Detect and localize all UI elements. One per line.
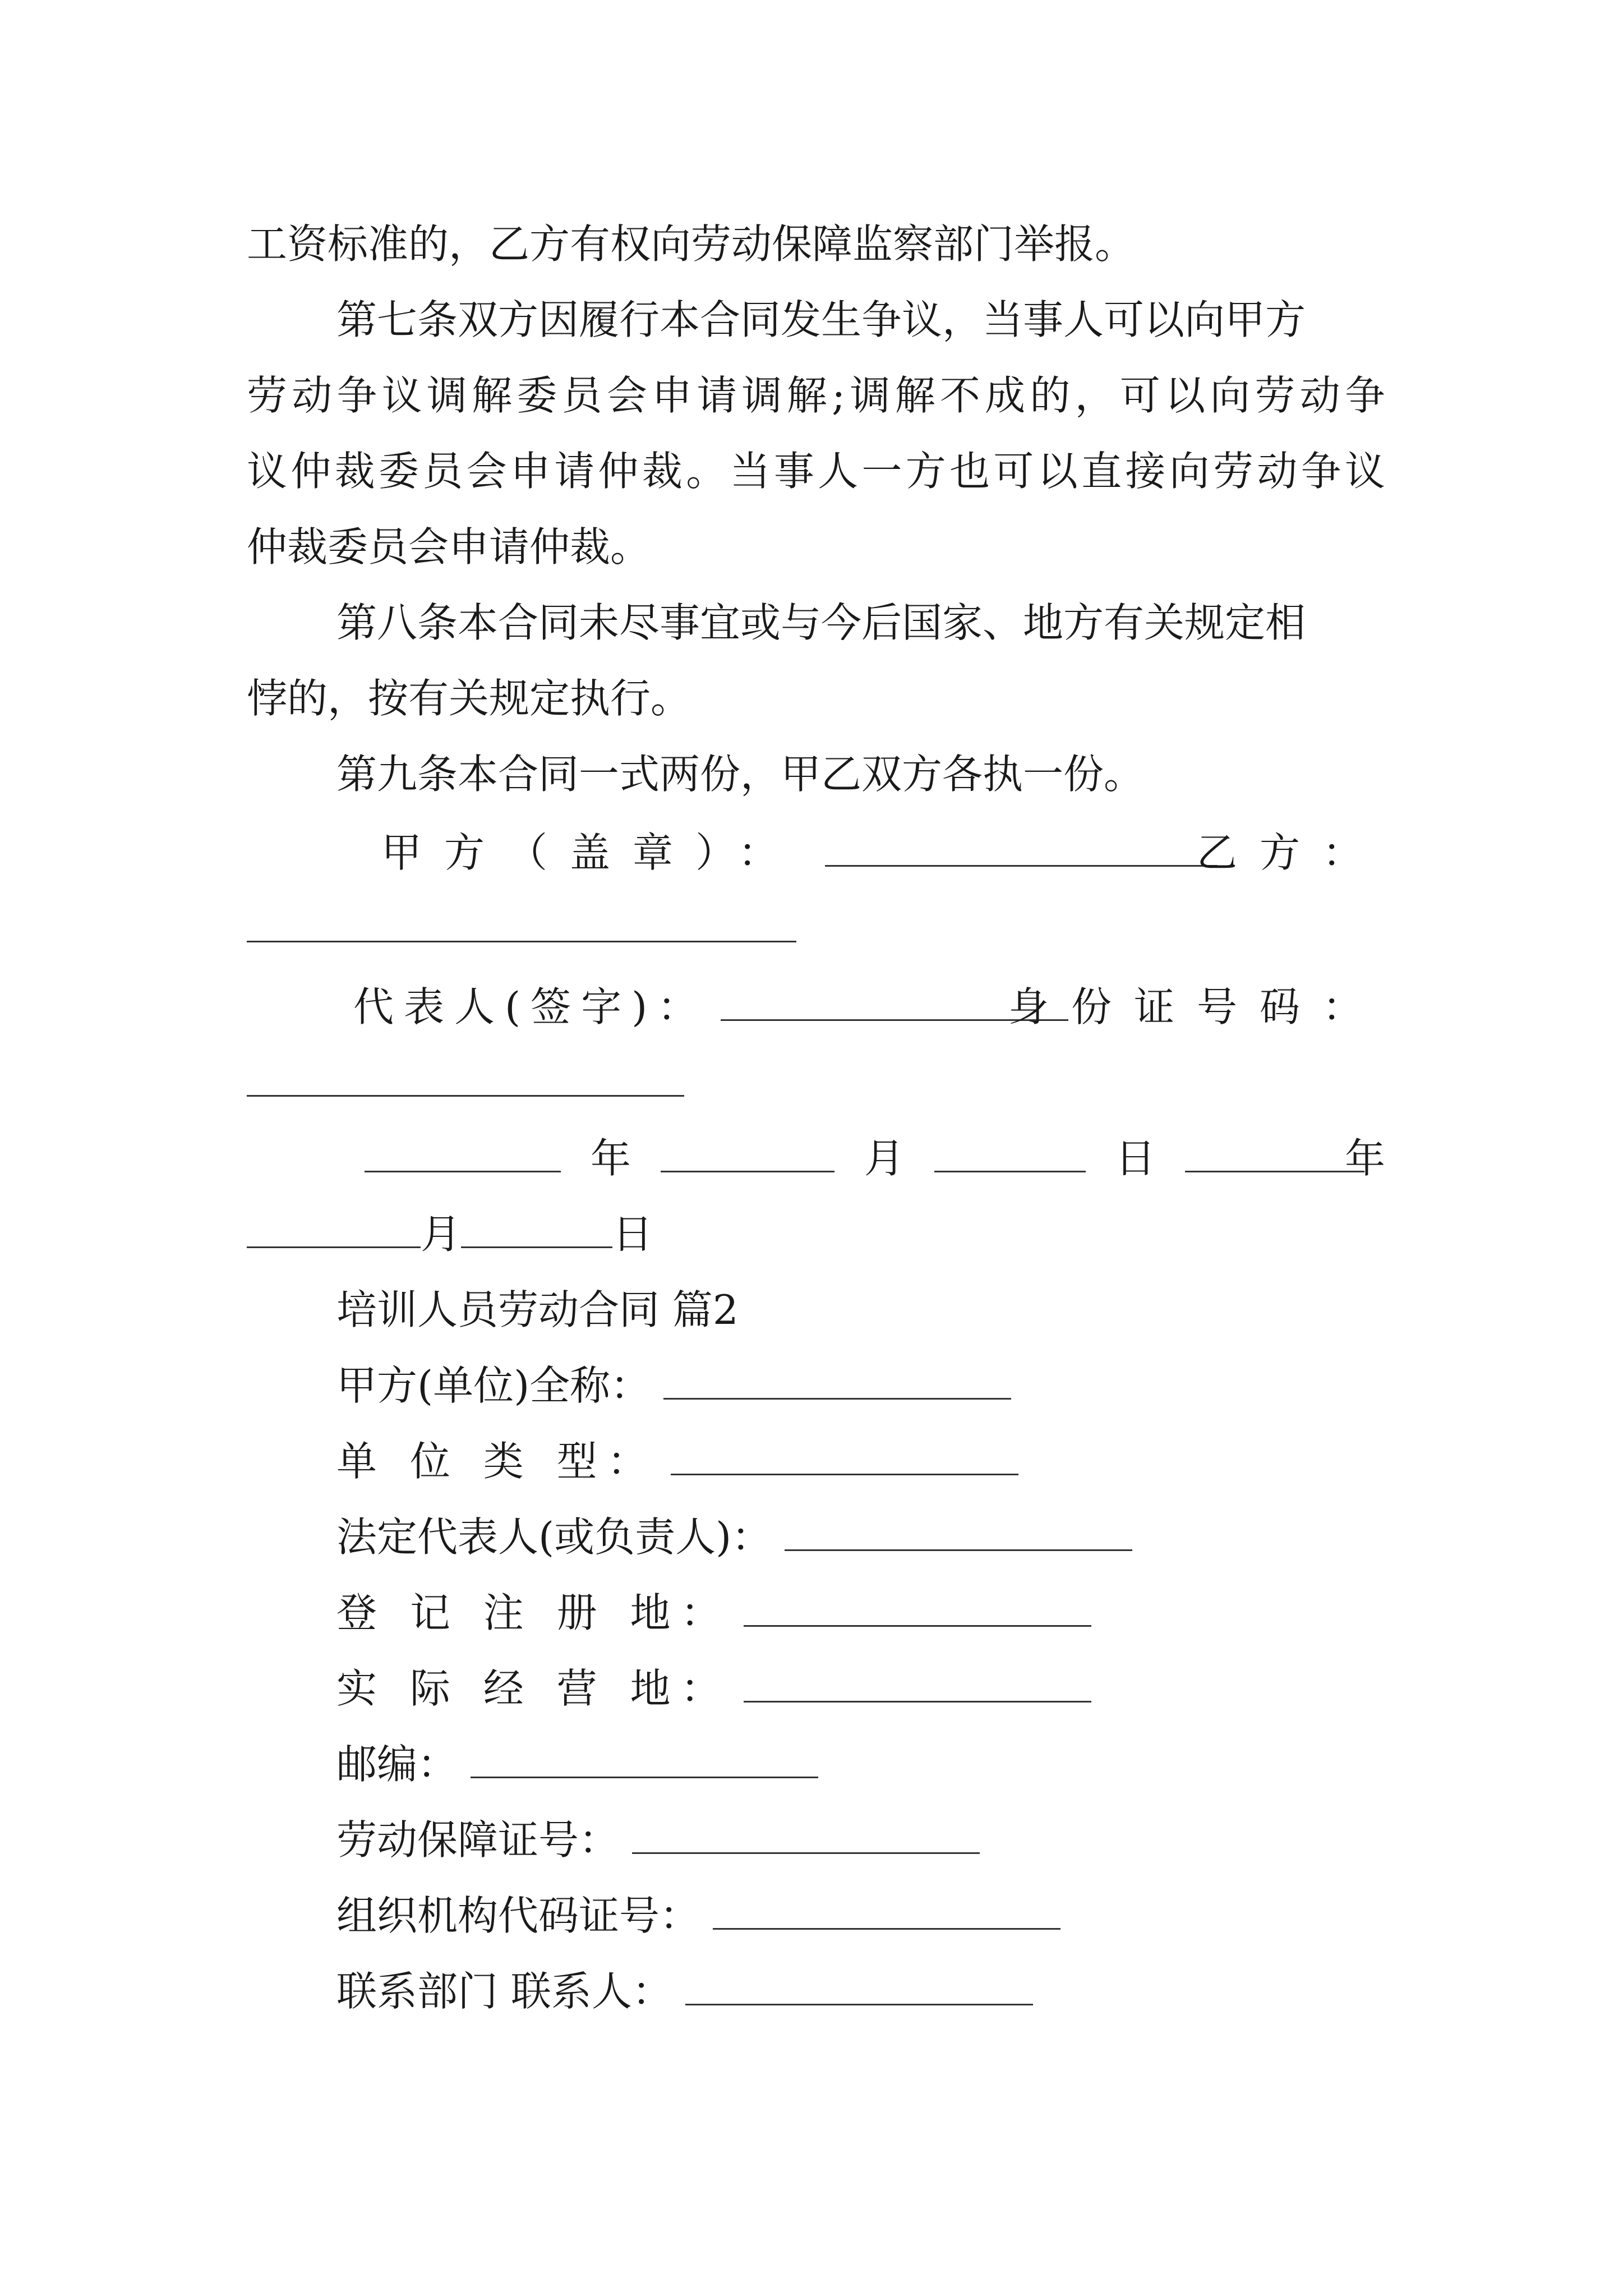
article-9-line: 第九条本合同一式两份，甲乙双方各执一份。 [336, 751, 1145, 798]
article-7-line-4: 仲裁委员会申请仲裁。 [247, 523, 651, 570]
article-7-line-1: 第七条双方因履行本合同发生争议，当事人可以向甲方 [336, 296, 1306, 343]
field-label-labor-cert: 劳动保障证号： [336, 1816, 620, 1864]
section-title: 培训人员劳动合同 篇2 [336, 1286, 739, 1333]
field-input-labor-cert[interactable] [632, 1814, 980, 1854]
signature-row-date-cont [247, 1206, 1385, 1262]
form-field-row [336, 1433, 1385, 1489]
party-b-label: 乙方： [1196, 829, 1385, 876]
field-input-business-address[interactable] [744, 1663, 1091, 1703]
section-title-row [336, 1282, 1385, 1338]
date-b-day-blank[interactable] [461, 1208, 612, 1248]
field-label-postcode: 邮编： [336, 1741, 458, 1788]
year-label: 年 [590, 1135, 631, 1182]
field-input-unit-type[interactable] [671, 1435, 1018, 1475]
form-field-row [336, 1812, 1385, 1868]
paragraph-line: 议仲裁委员会申请仲裁。当事人一方也可以直接向劳动争议 [247, 448, 1385, 495]
date-b-year-blank[interactable] [1185, 1133, 1364, 1172]
field-label-unit-type: 单 位 类 型： [336, 1438, 658, 1485]
field-input-company-name[interactable] [663, 1360, 1011, 1400]
signature-row-party [381, 825, 1385, 881]
month-label: 月 [421, 1211, 462, 1258]
field-input-org-code[interactable] [713, 1890, 1061, 1930]
form-field-row [336, 1888, 1385, 1944]
field-label-business-address: 实 际 经 营 地： [336, 1665, 731, 1712]
field-input-legal-rep[interactable] [785, 1511, 1132, 1551]
article-8-line-2: 悖的，按有关规定执行。 [247, 675, 691, 722]
paragraph-line [247, 670, 1385, 726]
paragraph-line [336, 595, 1385, 651]
paragraph-line: 劳动争议调解委员会申请调解;调解不成的，可以向劳动争 [247, 372, 1385, 419]
party-a-label: 甲方（盖章）： [381, 829, 801, 876]
form-field-row [336, 1963, 1385, 2019]
signature-row-date [365, 1130, 1385, 1186]
paragraph-line [336, 292, 1385, 348]
field-input-contact[interactable] [685, 1966, 1033, 2005]
paragraph-line [247, 216, 1385, 272]
id-number-blank[interactable] [247, 1057, 684, 1097]
year-label: 年 [1344, 1135, 1385, 1182]
field-input-registered-address[interactable] [744, 1587, 1091, 1627]
paragraph-line [336, 746, 1385, 802]
form-field-row [336, 1736, 1385, 1792]
article-8-line-1: 第八条本合同未尽事宜或与今后国家、地方有关规定相 [336, 599, 1306, 646]
field-input-postcode[interactable] [471, 1738, 818, 1778]
month-label: 月 [864, 1135, 905, 1182]
representative-label: 代表人(签字)： [353, 983, 708, 1030]
form-field-row [336, 1660, 1385, 1717]
text-line-1: 工资标准的，乙方有权向劳动保障监察部门举报。 [247, 220, 1136, 268]
signature-row-rep [353, 979, 1385, 1035]
party-b-blank[interactable] [247, 903, 796, 942]
day-label: 日 [612, 1211, 653, 1258]
party-a-blank[interactable] [825, 827, 1218, 867]
signature-row-party-cont [247, 900, 1385, 956]
form-field-row [336, 1509, 1385, 1565]
field-label-org-code: 组织机构代码证号： [336, 1892, 700, 1939]
field-label-legal-rep: 法定代表人(或负责人)： [336, 1513, 772, 1561]
date-a-month-blank[interactable] [661, 1133, 834, 1172]
date-a-year-blank[interactable] [365, 1133, 561, 1172]
id-number-label: 身份证号码： [1008, 983, 1385, 1030]
form-field-row [336, 1358, 1385, 1414]
field-label-registered-address: 登 记 注 册 地： [336, 1589, 731, 1636]
day-label: 日 [1115, 1135, 1156, 1182]
field-label-company-name: 甲方(单位)全称： [336, 1362, 651, 1409]
signature-row-rep-cont [247, 1055, 1385, 1111]
date-a-day-blank[interactable] [934, 1133, 1086, 1172]
date-b-month-blank[interactable] [247, 1208, 421, 1248]
paragraph-line [247, 519, 1385, 575]
field-label-contact: 联系部门 联系人： [336, 1968, 672, 2015]
form-field-row [336, 1585, 1385, 1641]
